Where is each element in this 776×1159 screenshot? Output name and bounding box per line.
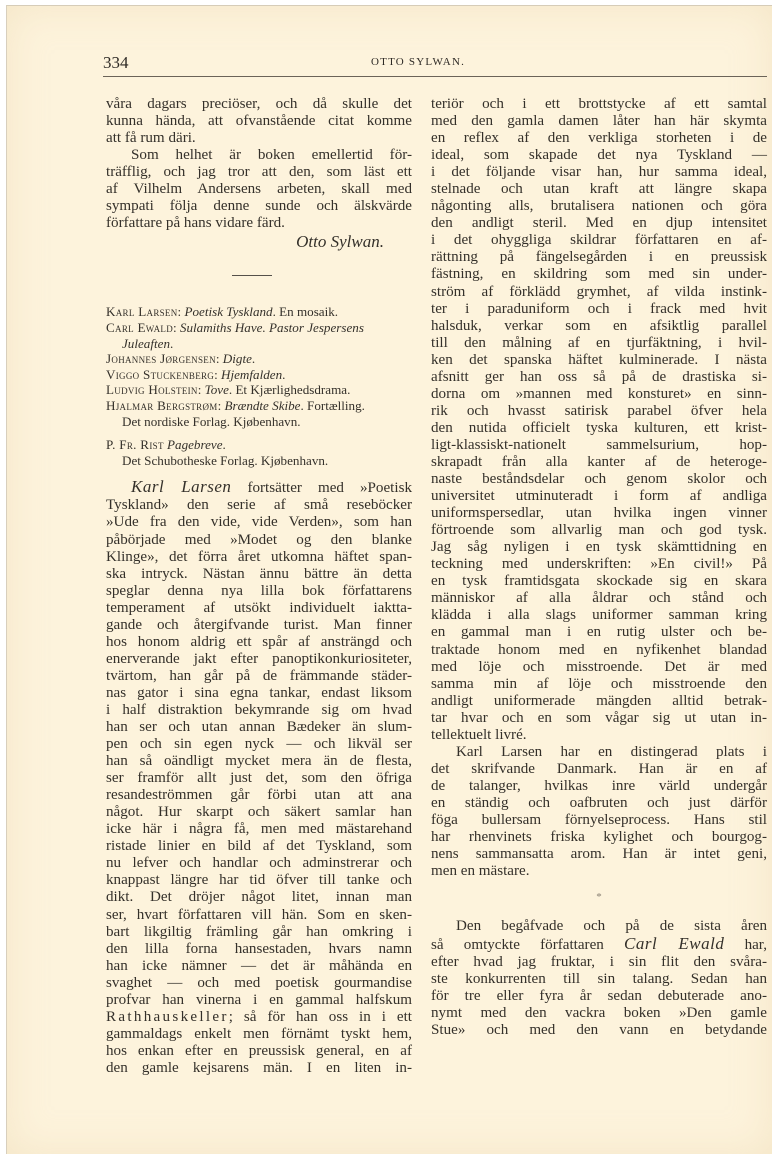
- signature: Otto Sylwan.: [296, 232, 384, 252]
- text-line: traktade honom med en nyfikenhet blandad: [431, 641, 767, 658]
- text-line: ste konkurrenten till sin talang. Sedan han: [431, 971, 767, 988]
- text-line: Karl Larsen fortsätter med »Poetisk: [131, 477, 412, 497]
- text-line: Rathhauskeller; så för han oss in i ett: [106, 1008, 412, 1025]
- text-line: enerverande jakt efter panoptikonkuriositeter,: [106, 650, 412, 667]
- text-line: ter i paraduniform och i frack med hvit: [431, 300, 767, 317]
- running-head: OTTO SYLWAN.: [371, 56, 466, 68]
- review-paragraph: [106, 478, 412, 1077]
- text-line: det skrifvande Danmark. Han är en af: [431, 760, 767, 777]
- text-line: ser, hvart författaren vill hän. Som en sken-: [106, 906, 412, 923]
- text-line: nas gator i sina egna tankar, endast liksom: [106, 684, 412, 701]
- bibliography-list: [106, 304, 412, 468]
- text-line: den andligt steril. Med en djup intensitet: [431, 215, 767, 232]
- text-line: fästning, en skildring som med sin under-: [431, 266, 767, 283]
- text-line: de talanger, hvilkas inre värld undergår: [431, 777, 767, 794]
- publisher-line: Det Schubotheske Forlag. Kjøbenhavn.: [122, 452, 329, 468]
- author-name: Carl Ewald: [624, 934, 725, 954]
- text-line: i half distraktion bekymrande sig om hvad: [106, 701, 412, 718]
- text-line: teriör och i ett brottstycke af ett samtal: [431, 96, 767, 112]
- text-line: författare på hans vidare färd.: [106, 215, 285, 232]
- text-line: i det följande visar han, hur samma ideal,: [431, 164, 767, 181]
- text-line: uniformspersedlar, utan hvilka ingen vinner: [431, 505, 767, 522]
- text-line: en ständig och oafbruten och just därför: [431, 794, 767, 811]
- text-line: människor af alla åldrar och stånd och: [431, 590, 767, 607]
- text-line: universitet utminuteradt i form af andliga: [431, 488, 767, 505]
- text-line: ska intryck. Nästan ännu bättre än detta: [106, 565, 412, 582]
- text-line: han så oändligt mycket mera än de flesta,: [106, 753, 412, 770]
- text-line: Jag såg nyligen i en tysk skämttidning en: [431, 539, 767, 556]
- page-number: 334: [103, 53, 129, 72]
- text-line: träfflig, och jag tror att den, som läst ett: [106, 164, 412, 181]
- text-line: halsduk, verkar som en afsiktlig parallel: [431, 317, 767, 334]
- text-line: temperament af utsökt individuelt iaktta-: [106, 599, 412, 616]
- text-line: svaghet — och med poetisk gourmandise: [106, 974, 412, 991]
- text-line: har rhenvinets friska kylighet och bourgog-: [431, 829, 767, 846]
- text-line: nens sammansatta arom. Han är intet geni,: [431, 846, 767, 863]
- text-line: afsnitt ger han oss så på de drastiska si-: [431, 368, 767, 385]
- text-line: hos honom aldrig ett spår af ansträngd och: [106, 633, 412, 650]
- header-rule: [103, 76, 767, 77]
- text-line: Som helhet är boken emellertid för-: [131, 147, 412, 164]
- right-column: [431, 96, 767, 1040]
- text-line: till den målning af en tjurfäktning, i hvil-: [431, 334, 767, 351]
- text-line: ligt-klassiskt-nationelt sammelsurium, hop-: [431, 436, 767, 453]
- text-line: med den gamla damen låter han här skymta: [431, 113, 767, 130]
- bibliography-entry: Viggo Stuckenberg: Hjemfalden.: [106, 366, 286, 382]
- text-line: Den begåfvade och på de sista åren: [456, 918, 767, 935]
- bibliography-entry: Hjalmar Bergstrøm: Brændte Skibe. Fortælling.: [106, 397, 365, 413]
- text-line: gande och återgifvande turist. Man finner: [106, 616, 412, 633]
- text-line: våra dagars preciöser, och då skulle det: [106, 96, 412, 112]
- left-column: [106, 96, 412, 1077]
- text-line: andligt uniformerade mängden alltid betrak-: [431, 692, 767, 709]
- text-line: ristade linier en bild af det Tyskland, som: [106, 838, 412, 855]
- text-line: föga bullersam förnyelseprocess. Hans stil: [431, 811, 767, 828]
- text-line: teckning med underskriften: »En civil!» På: [431, 556, 767, 573]
- text-line: att få rum däri.: [106, 130, 196, 147]
- text-line: den nutida officielt tyska kulturen, ett krist-: [431, 419, 767, 436]
- text-line: naste beståndsdelar och genom skolor och: [431, 471, 767, 488]
- text-line: i det ohyggliga skildrar författaren en af-: [431, 232, 767, 249]
- text-line: påbörjade med »Modet og den blanke: [106, 531, 412, 548]
- text-line: ideal, som skapade det nya Tyskland —: [431, 147, 767, 164]
- text-line: samma min af löje och misstroende den: [431, 675, 767, 692]
- text-line: den lilla forna hansestaden, hvars namn: [106, 940, 412, 957]
- text-line: efter hvad jag fruktar, i sin flit den svåra-: [431, 954, 767, 971]
- text-line: något. Hur skarpt och säkert samlar han: [106, 804, 412, 821]
- text-line: ser framför allt just det, som den öfriga: [106, 770, 412, 787]
- opening-paragraph: [106, 96, 412, 147]
- text-line: rättning på fängelsegården i en preussisk: [431, 249, 767, 266]
- text-line: ström af förklädd grymhet, af vilda instink-: [431, 283, 767, 300]
- text-line: ken det spanska häftet kulminerade. I nästa: [431, 351, 767, 368]
- text-line: men en mästare.: [431, 863, 530, 880]
- section-asterism: *: [596, 891, 602, 904]
- bibliography-entry: Karl Larsen: Poetisk Tyskland. En mosaik.: [106, 304, 339, 320]
- text-line: så omtyckte författaren Carl Ewald har,: [431, 934, 768, 954]
- publisher-line: Det nordiske Forlag. Kjøbenhavn.: [122, 413, 301, 429]
- text-line: tvärtom, han går på de främmande städer-: [106, 667, 412, 684]
- karl-larsen-summary-paragraph: [431, 744, 767, 880]
- bibliography-entry: Carl Ewald: Sulamiths Have. Pastor Jespersens Juleaften.: [106, 320, 364, 351]
- continuation-paragraph: [431, 96, 767, 744]
- text-line: stelnade och utan kraft att längre skapa: [431, 181, 767, 198]
- text-line: tar hvar och en som vågar sig ut utan in-: [431, 709, 767, 726]
- author-name: Karl Larsen: [131, 477, 232, 497]
- bibliography-entry: Ludvig Holstein: Tove. Et Kjærlighedsdrama.: [106, 382, 351, 398]
- text-line: hos enkan efter en preussisk general, en af: [106, 1042, 412, 1059]
- text-line: en tysk framtidsgata skockade sig en skara: [431, 573, 767, 590]
- text-line: nymt med den vackra boken »Den gamle: [431, 1005, 767, 1022]
- bibliography-entry: P. Fr. Rist Pagebreve.: [106, 437, 226, 453]
- text-line: knappast längre har tid öfver till tanke och: [106, 872, 412, 889]
- text-line: sympati följa denne sunde och älskvärde: [106, 198, 412, 215]
- section-separator: [232, 275, 272, 276]
- text-line: profvar han vinerna i en gammal halfskum: [106, 991, 412, 1008]
- text-line: tellektuelt livré.: [431, 726, 527, 743]
- text-line: en gammal man i en rutig ulster och be-: [431, 624, 767, 641]
- text-line: »Ude fra den vide, vide Verden», som han: [106, 514, 412, 531]
- text-line: Stue» och med den vann en betydande: [431, 1022, 767, 1039]
- text-line: förtroende som allvarlig man och god tysk.: [431, 522, 767, 539]
- text-line: af Vilhelm Andersens arbeten, skall med: [106, 181, 412, 198]
- text-line: rik och hvasst satirisk parabel öfver hela: [431, 402, 767, 419]
- spaced-word: Rathhauskeller: [106, 1008, 229, 1025]
- text-line: Klinge», det förra året utkomna häftet span-: [106, 548, 412, 565]
- text-line: bart likgiltig främling går han omkring i: [106, 923, 412, 940]
- text-line: icke här i några få, men med mästarehand: [106, 821, 412, 838]
- page-header: [103, 50, 767, 74]
- text-line: dorna om »mannen med konsturet» en sinn-: [431, 385, 767, 402]
- text-line: pen och sin egen nyck — och likväl ser: [106, 736, 412, 753]
- text-line: Tyskland» den serie af små reseböcker: [106, 497, 412, 514]
- text-line: dikt. Det dröjer något litet, innan man: [106, 889, 412, 906]
- text-line: kunna hända, att ofvanstående citat komme: [106, 113, 412, 130]
- closing-paragraph: [106, 147, 412, 232]
- text-line: den gamle kejsarens män. I en liten in-: [106, 1059, 412, 1076]
- text-line: han ser och utan annan Bædeker än slum-: [106, 719, 412, 736]
- text-line: gammaldags enkelt men förnämt tyskt hem,: [106, 1025, 412, 1042]
- text-line: en reflex af den verkliga storheten i de: [431, 130, 767, 147]
- carl-ewald-paragraph: [431, 918, 767, 1039]
- text-line: Karl Larsen har en distingerad plats i: [456, 743, 767, 760]
- text-line: någonting alls, brutalisera nationen och göra: [431, 198, 767, 215]
- text-line: nu lefver och handlar och adminstrerar och: [106, 855, 412, 872]
- bibliography-entry: Johannes Jørgensen: Digte.: [106, 351, 256, 367]
- text-line: resandeströmmen går förbi utan att ana: [106, 787, 412, 804]
- text-line: speglar denna nya lilla bok författarens: [106, 582, 412, 599]
- text-line: för tre eller fyra år sedan debuterade ano-: [431, 988, 767, 1005]
- text-line: med löje och misstroende. Det är med: [431, 658, 767, 675]
- text-line: han icke nämner — det är måhända en: [106, 957, 412, 974]
- text-line: skrapadt från alla kanter af de heteroge-: [431, 453, 767, 470]
- text-line: klädda i alla slags uniformer samman kring: [431, 607, 767, 624]
